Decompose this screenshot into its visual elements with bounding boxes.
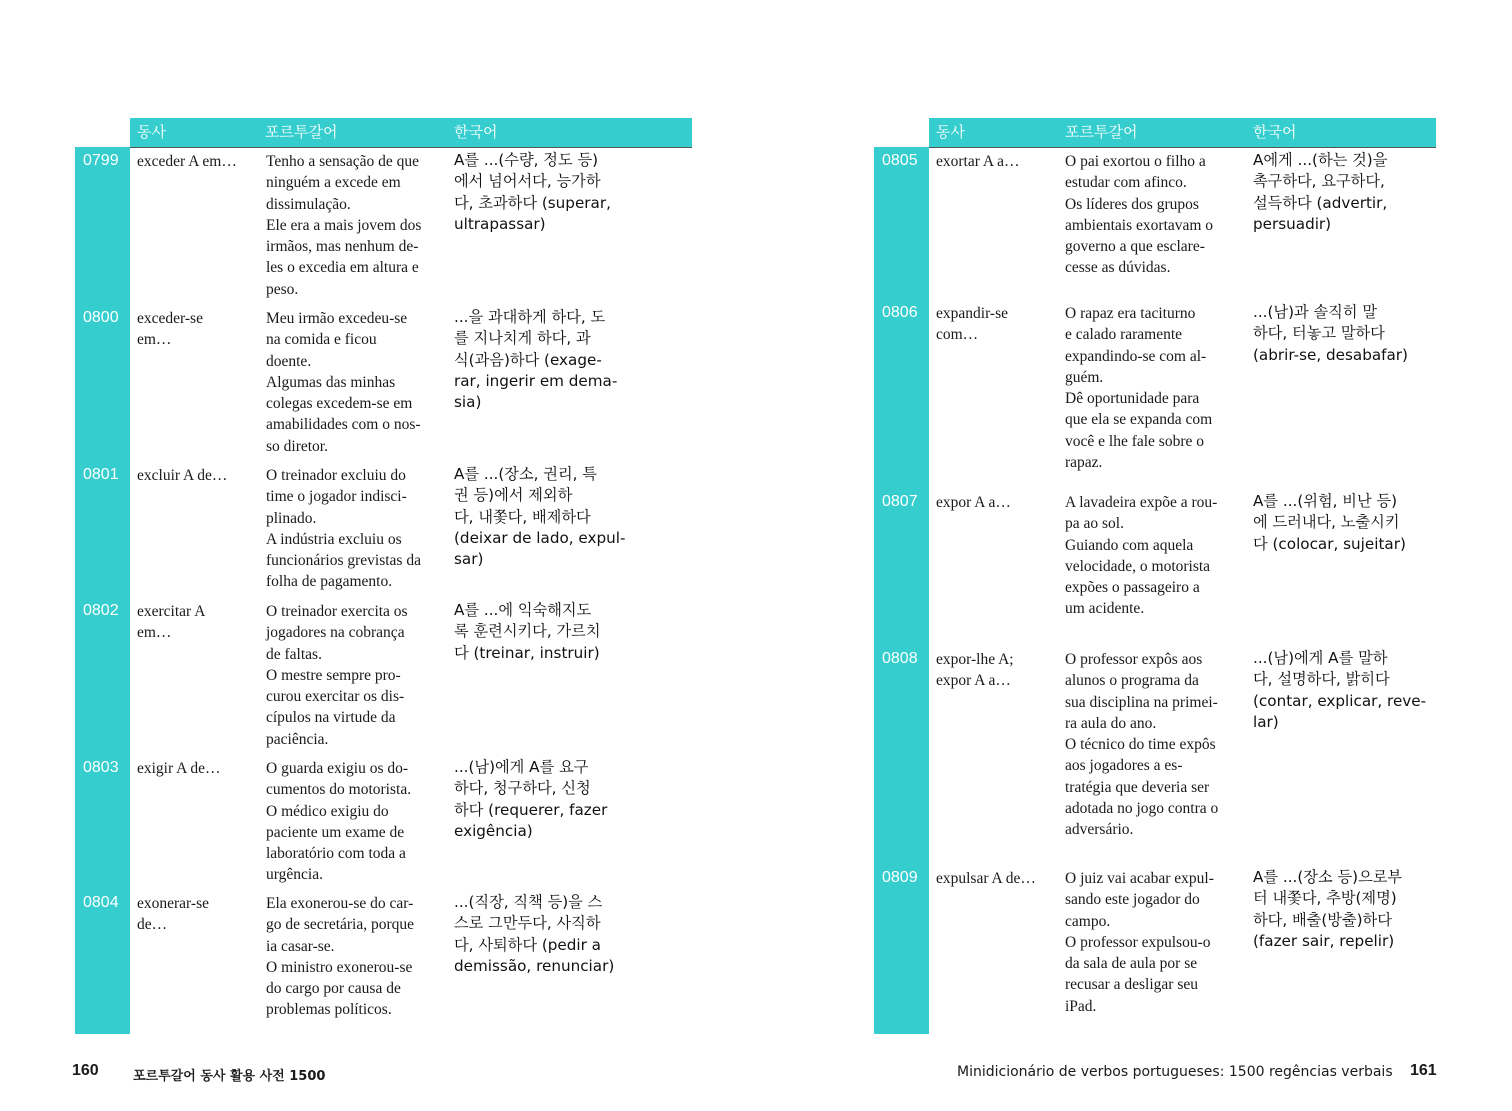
entry-korean-meaning: ...(직장, 직책 등)을 스 스로 그만두다, 사직하 다, 사퇴하다 (pedir a demissão, renunciar): [454, 893, 615, 975]
entry-verb: exercitar A em…: [137, 603, 206, 642]
left-page: [75, 118, 692, 1019]
entry-verb: expor A a…: [936, 494, 1011, 511]
entry-verb: exceder-se em…: [137, 310, 203, 349]
entry-verb: exortar A a…: [936, 153, 1020, 170]
entry-korean-meaning: A를 ...(위험, 비난 등) 에 드러내다, 노출시키 다 (colocar, sujeitar): [1253, 492, 1406, 553]
right-page: [874, 118, 1436, 1015]
entry-portuguese-examples: O juiz vai acabar expul- sando este jogador do campo. O professor expulsou-o da sala de aula por se recusar a desligar seu iPad.: [1065, 870, 1214, 1015]
entry-number: 0804: [75, 889, 130, 1034]
entry-verb: expulsar A de…: [936, 870, 1036, 887]
table-row: [75, 147, 692, 304]
header-portuguese: 포르투갈어: [265, 123, 338, 141]
entry-verb: exceder A em…: [137, 153, 237, 170]
entry-number: 0801: [75, 461, 130, 597]
table-row: [874, 864, 1436, 1034]
entry-portuguese-examples: A lavadeira expõe a rou- pa ao sol. Guiando com aquela velocidade, o motorista expões o passageiro a um acidente.: [1065, 494, 1218, 618]
table-row: [874, 299, 1436, 488]
entry-korean-meaning: A를 ...(장소 등)으로부 터 내쫓다, 추방(제명) 하다, 배출(방출)하다 (fazer sair, repelir): [1253, 868, 1403, 950]
entry-number: 0800: [75, 304, 130, 461]
table-row: [75, 304, 692, 461]
entry-number: 0809: [874, 864, 929, 1034]
header-korean: 한국어: [454, 123, 498, 141]
header-korean: 한국어: [1253, 123, 1297, 141]
table-row: [874, 488, 1436, 645]
entry-portuguese-examples: O treinador excluiu do time o jogador indisci- plinado. A indústria excluiu os funcionários grevistas da folha de pagamento.: [266, 467, 421, 591]
entry-korean-meaning: A를 ...(장소, 권리, 특 권 등)에서 제외하 다, 내쫓다, 배제하다 (deixar de lado, expul- sar): [454, 465, 626, 569]
entry-number: 0803: [75, 754, 130, 889]
entry-korean-meaning: A를 ...(수량, 정도 등) 에서 넘어서다, 능가하 다, 초과하다 (superar, ultrapassar): [454, 151, 611, 233]
entry-number: 0808: [874, 645, 929, 864]
entry-verb: exigir A de…: [137, 760, 221, 777]
entry-number: 0802: [75, 597, 130, 754]
table-row: [874, 645, 1436, 864]
entry-verb: expandir-se com…: [936, 305, 1008, 344]
entry-portuguese-examples: O pai exortou o filho a estudar com afinco. Os líderes dos grupos ambientais exortavam o governo a que esclare- cesse as dúvidas.: [1065, 153, 1214, 277]
entry-verb: expor-lhe A; expor A a…: [936, 651, 1014, 690]
entry-portuguese-examples: O treinador exercita os jogadores na cobrança de faltas. O mestre sempre pro- curou exercitar os dis- cípulos na virtude da paciência.: [266, 603, 408, 748]
entry-verb: excluir A de…: [137, 467, 228, 484]
left-book-title: 포르투갈어 동사 활용 사전 1500: [133, 1069, 326, 1084]
table-row: [874, 147, 1436, 299]
entry-number: 0806: [874, 299, 929, 488]
entry-number: 0799: [75, 147, 130, 304]
entry-korean-meaning: ...(남)에게 A를 요구 하다, 청구하다, 신청 하다 (requerer, fazer exigência): [454, 758, 608, 840]
entry-portuguese-examples: O rapaz era taciturno e calado raramente expandindo-se com al- guém. Dê oportunidade para que ela se expanda com você e lhe fale sobre o rapaz.: [1065, 305, 1213, 472]
table-header: [130, 118, 692, 148]
header-verb: 동사: [936, 123, 965, 141]
table-header: [929, 118, 1436, 148]
header-portuguese: 포르투갈어: [1065, 123, 1138, 141]
table-row: [75, 461, 692, 597]
header-verb: 동사: [137, 123, 166, 141]
entry-number: 0807: [874, 488, 929, 645]
entry-korean-meaning: A를 ...에 익숙해지도 록 훈련시키다, 가르치 다 (treinar, instruir): [454, 601, 601, 662]
entry-korean-meaning: A에게 ...(하는 것)을 촉구하다, 요구하다, 설득하다 (advertir, persuadir): [1253, 151, 1388, 233]
entry-korean-meaning: ...(남)과 솔직히 말 하다, 터놓고 말하다 (abrir-se, desabafar): [1253, 303, 1408, 364]
entry-portuguese-examples: O guarda exigiu os do- cumentos do motorista. O médico exigiu do paciente um exame de laboratório com toda a urgência.: [266, 760, 412, 884]
left-page-number: 160: [72, 1062, 99, 1079]
entry-korean-meaning: ...을 과대하게 하다, 도 를 지나치게 하다, 과 식(과음)하다 (exage- rar, ingerir em dema- sia): [454, 308, 618, 412]
right-page-number: 161: [1410, 1062, 1437, 1079]
entry-portuguese-examples: Ela exonerou-se do car- go de secretária, porque ia casar-se. O ministro exonerou-se do cargo por causa de problemas políticos.: [266, 895, 415, 1019]
entry-portuguese-examples: O professor expôs aos alunos o programa da sua disciplina na primei- ra aula do ano. O técnico do time expôs aos jogadores a es- tratégia que deveria ser adotada no jogo contra o adversário.: [1065, 651, 1219, 839]
entry-korean-meaning: ...(남)에게 A를 말하 다, 설명하다, 밝히다 (contar, explicar, reve- lar): [1253, 649, 1427, 731]
table-row: [75, 597, 692, 754]
table-row: [75, 754, 692, 889]
right-book-title: Minidicionário de verbos portugueses: 1500 regências verbais: [957, 1064, 1393, 1080]
table-row: [75, 889, 692, 1034]
entry-portuguese-examples: Tenho a sensação de que ninguém a excede em dissimulação. Ele era a mais jovem dos irmãos, mas nenhum de- les o excedia em altura e peso.: [266, 153, 422, 298]
entry-portuguese-examples: Meu irmão excedeu-se na comida e ficou doente. Algumas das minhas colegas excedem-se em amabilidades com o nos- so diretor.: [266, 310, 421, 455]
entry-verb: exonerar-se de…: [137, 895, 209, 934]
entry-number: 0805: [874, 147, 929, 299]
